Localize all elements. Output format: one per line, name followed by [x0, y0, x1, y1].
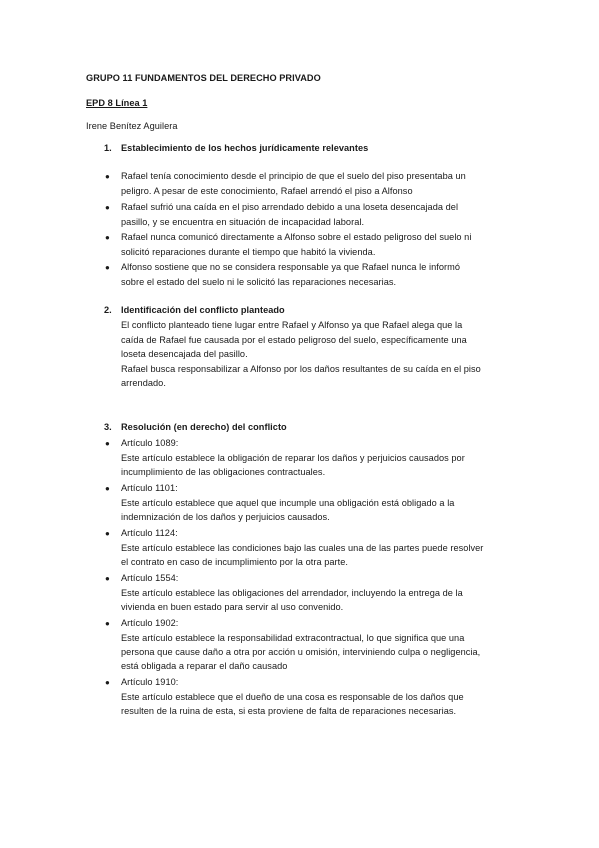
- bullet-icon: ●: [105, 619, 110, 628]
- list-item-line: peligro. A pesar de este conocimiento, Rafael arrendó el piso a Alfonso: [121, 186, 413, 196]
- list-item-line: pasillo, y se encuentra en situación de incapacidad laboral.: [121, 217, 365, 227]
- section-1-heading: Establecimiento de los hechos jurídicamente relevantes: [121, 143, 369, 153]
- paragraph-line: arrendado.: [121, 378, 166, 388]
- author-name: Irene Benítez Aguilera: [86, 121, 178, 131]
- article-title: Artículo 1554:: [121, 573, 179, 583]
- article-title: Artículo 1124:: [121, 528, 178, 538]
- list-item-line: Alfonso sostiene que no se considera responsable ya que Rafael nunca le informó: [121, 262, 460, 272]
- paragraph-line: caída de Rafael fue causada por el estado peligroso del suelo, específicamente una: [121, 335, 467, 345]
- bullet-icon: ●: [105, 439, 110, 448]
- article-title: Artículo 1902:: [121, 618, 179, 628]
- bullet-icon: ●: [105, 574, 110, 583]
- article-text: Este artículo establece la responsabilidad extracontractual, lo que significa que una: [121, 633, 465, 643]
- bullet-icon: ●: [105, 484, 110, 493]
- list-item-line: Rafael tenía conocimiento desde el principio de que el suelo del piso presentaba un: [121, 171, 466, 181]
- list-item-line: Rafael nunca comunicó directamente a Alfonso sobre el estado peligroso del suelo ni: [121, 232, 472, 242]
- article-text: Este artículo establece que el dueño de una cosa es responsable de los daños que: [121, 692, 464, 702]
- article-text: persona que cause daño a otra por acción u omisión, interviniendo culpa o negligencia,: [121, 647, 481, 657]
- document-title: GRUPO 11 FUNDAMENTOS DEL DERECHO PRIVADO: [86, 73, 321, 83]
- bullet-icon: ●: [105, 233, 110, 242]
- list-item-line: Rafael sufrió una caída en el piso arrendado debido a una loseta desencajada del: [121, 202, 459, 212]
- article-text: está obligada a reparar el daño causado: [121, 661, 288, 671]
- bullet-icon: ●: [105, 678, 110, 687]
- section-3-heading: Resolución (en derecho) del conflicto: [121, 422, 287, 432]
- article-title: Artículo 1089:: [121, 438, 179, 448]
- section-1-number: 1.: [104, 143, 112, 153]
- article-text: indemnización de los daños y perjuicios causados.: [121, 512, 330, 522]
- article-text: Este artículo establece las condiciones bajo las cuales una de las partes puede resolver: [121, 543, 484, 553]
- section-2-heading: Identificación del conflicto planteado: [121, 305, 285, 315]
- article-text: Este artículo establece las obligaciones del arrendador, incluyendo la entrega de la: [121, 588, 463, 598]
- article-text: Este artículo establece que aquel que incumple una obligación está obligado a la: [121, 498, 455, 508]
- section-3-number: 3.: [104, 422, 112, 432]
- article-text: Este artículo establece la obligación de reparar los daños y perjuicios causados por: [121, 453, 465, 463]
- article-text: resulten de la ruina de esta, si esta proviene de falta de reparaciones necesarias.: [121, 706, 457, 716]
- article-title: Artículo 1101:: [121, 483, 178, 493]
- paragraph-line: Rafael busca responsabilizar a Alfonso por los daños resultantes de su caída en el piso: [121, 364, 481, 374]
- bullet-icon: ●: [105, 203, 110, 212]
- bullet-icon: ●: [105, 172, 110, 181]
- article-text: el contrato en caso de incumplimiento por la otra parte.: [121, 557, 348, 567]
- epd-heading: EPD 8 Línea 1: [86, 98, 148, 108]
- article-text: incumplimiento de las obligaciones contractuales.: [121, 467, 326, 477]
- paragraph-line: loseta desencajada del pasillo.: [121, 349, 248, 359]
- list-item-line: solicitó reparaciones durante el tiempo que habitó la vivienda.: [121, 247, 376, 257]
- list-item-line: sobre el estado del suelo ni le solicitó las reparaciones necesarias.: [121, 277, 397, 287]
- bullet-icon: ●: [105, 263, 110, 272]
- bullet-icon: ●: [105, 529, 110, 538]
- article-text: vivienda en buen estado para servir al uso convenido.: [121, 602, 344, 612]
- paragraph-line: El conflicto planteado tiene lugar entre Rafael y Alfonso ya que Rafael alega que la: [121, 320, 463, 330]
- section-2-number: 2.: [104, 305, 112, 315]
- article-title: Artículo 1910:: [121, 677, 179, 687]
